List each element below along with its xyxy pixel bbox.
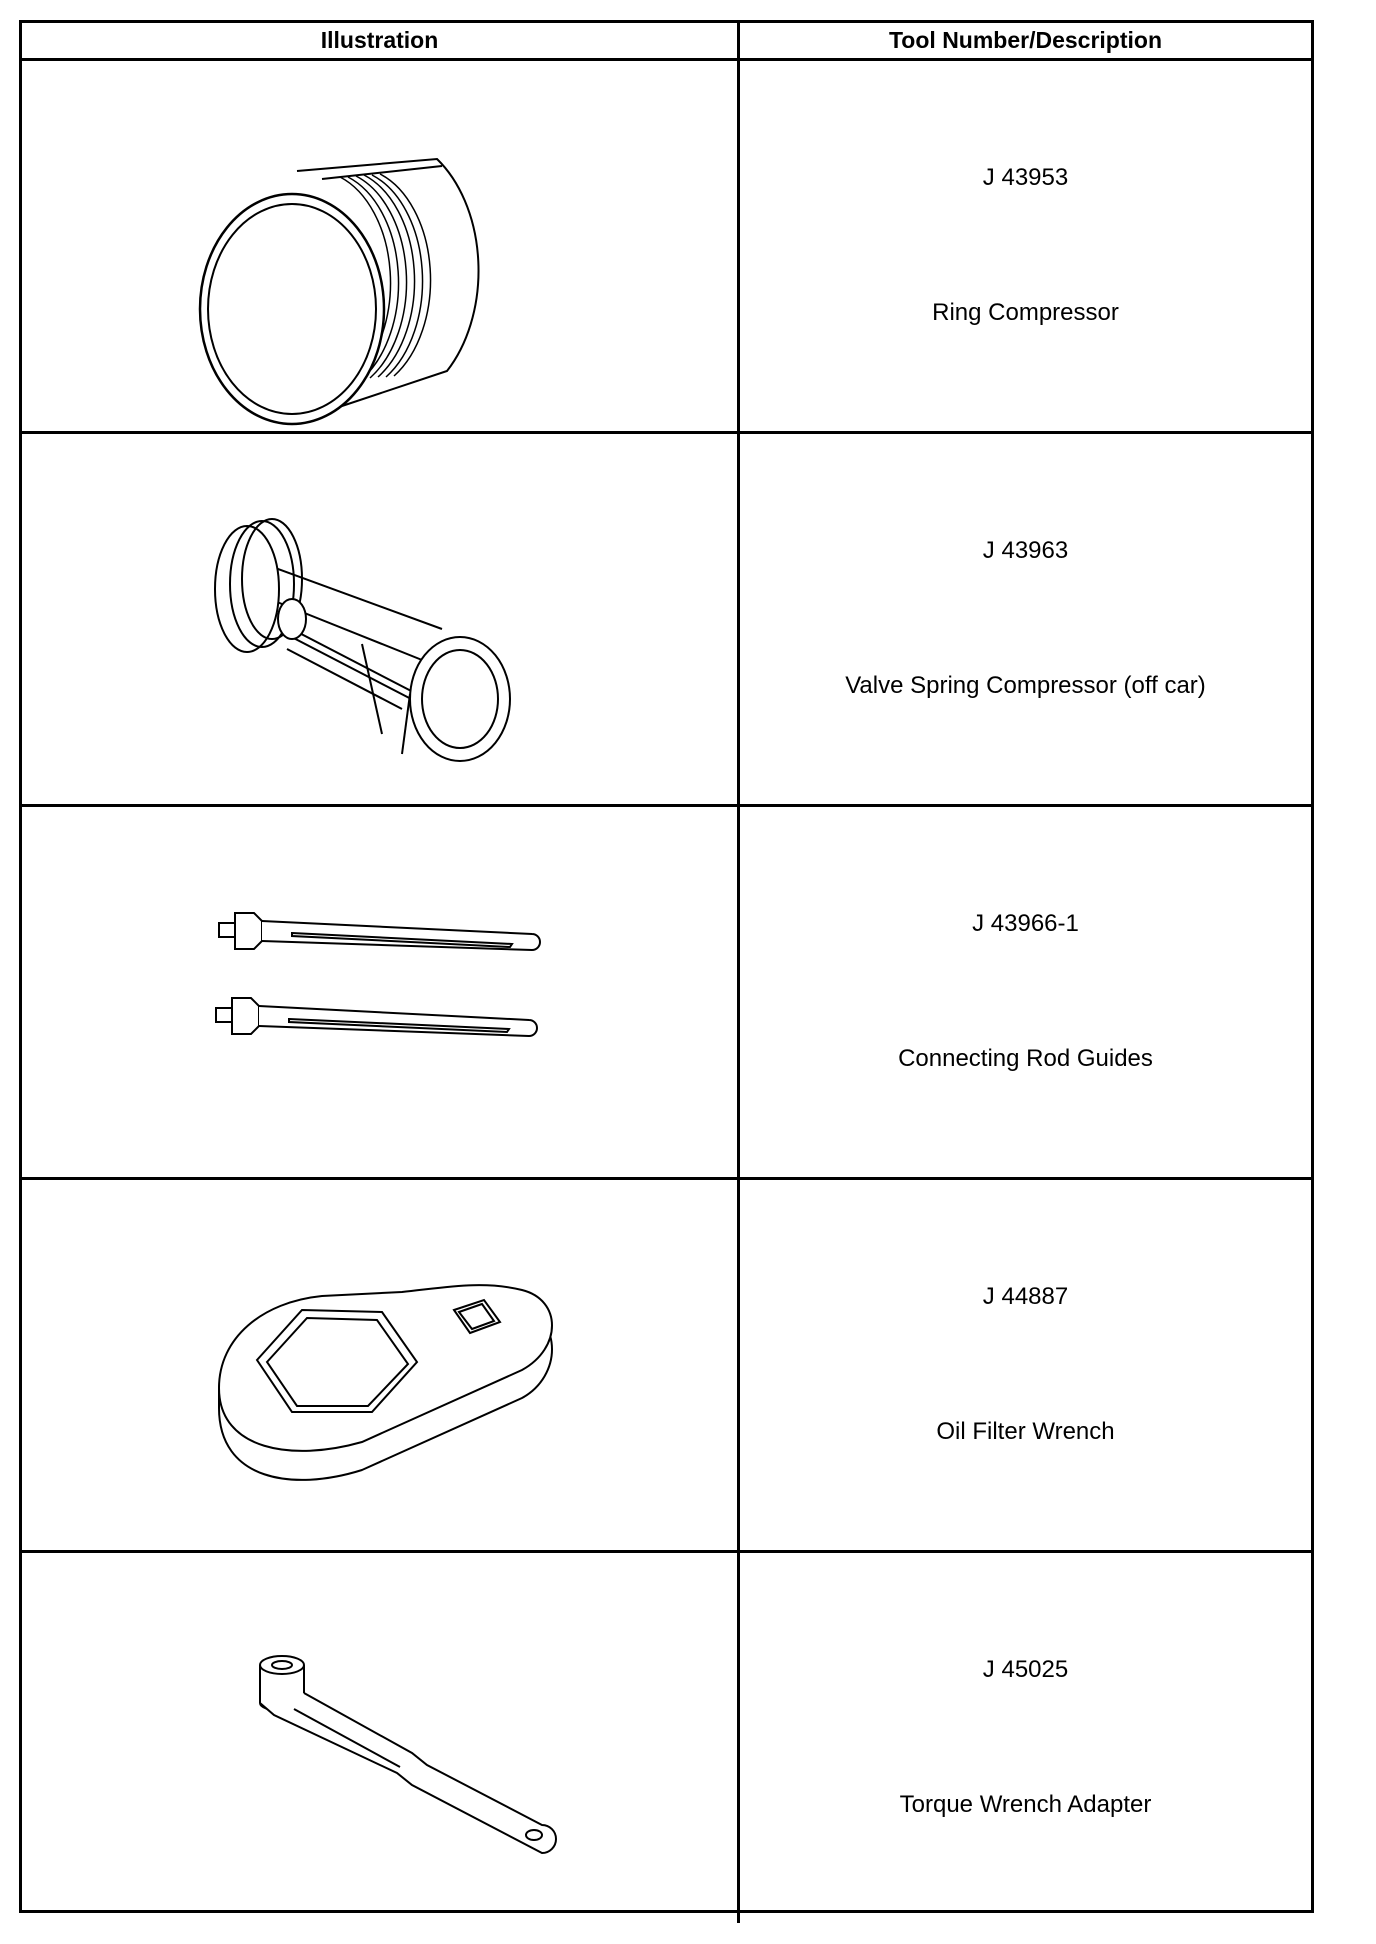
tool-table <box>19 20 1314 1913</box>
illustration-cell <box>22 434 740 807</box>
tool-number: J 43963 <box>982 537 1069 564</box>
ring-compressor-icon <box>22 61 737 431</box>
tool-number: J 45025 <box>982 1656 1069 1683</box>
connecting-rod-guides-icon <box>22 807 737 1177</box>
header-illustration: Illustration <box>22 23 740 61</box>
tool-description-cell <box>740 1553 1311 1923</box>
torque-wrench-adapter-icon <box>22 1553 737 1923</box>
tool-description-cell <box>740 61 1311 434</box>
tool-number: J 43966-1 <box>972 910 1079 937</box>
illustration-cell <box>22 61 740 434</box>
header-tool-number-description: Tool Number/Description <box>740 23 1311 61</box>
oil-filter-wrench-icon <box>22 1180 737 1550</box>
tool-description-cell <box>740 1180 1311 1553</box>
tool-name: Valve Spring Compressor (off car) <box>845 672 1206 699</box>
tool-description-cell <box>740 434 1311 807</box>
illustration-cell <box>22 1553 740 1923</box>
tool-name: Connecting Rod Guides <box>898 1045 1153 1072</box>
illustration-cell <box>22 1180 740 1553</box>
tool-name: Torque Wrench Adapter <box>899 1791 1152 1818</box>
valve-spring-compressor-icon <box>22 434 737 804</box>
tool-number: J 43953 <box>982 164 1069 191</box>
illustration-cell <box>22 807 740 1180</box>
tool-name: Oil Filter Wrench <box>936 1418 1115 1445</box>
tool-description-cell <box>740 807 1311 1180</box>
tool-number: J 44887 <box>982 1283 1069 1310</box>
tool-name: Ring Compressor <box>932 299 1119 326</box>
